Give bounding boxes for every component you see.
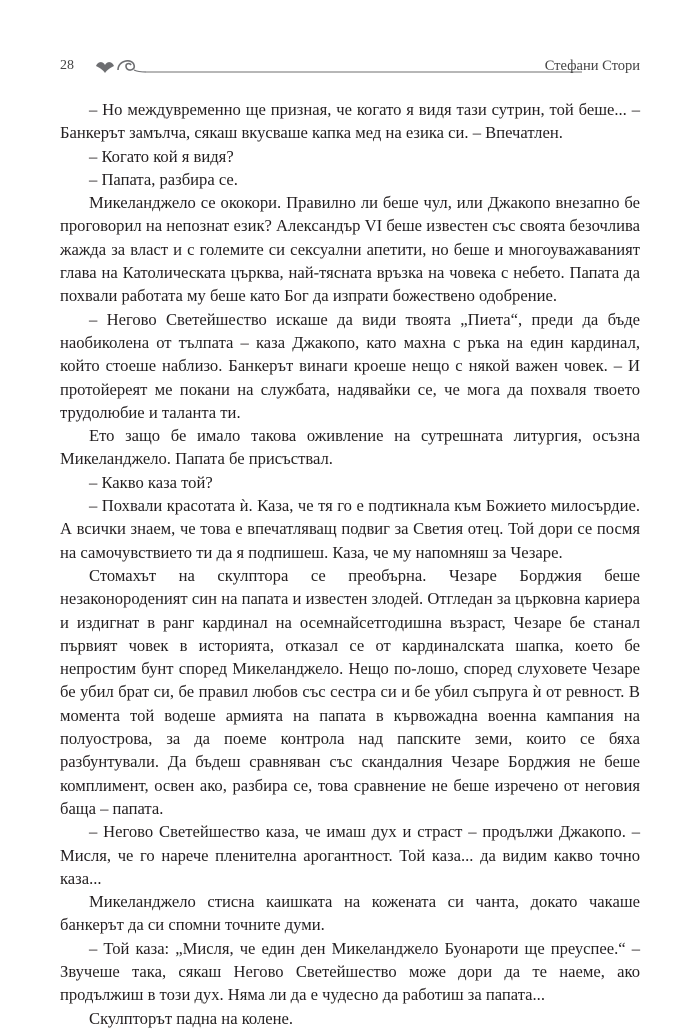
paragraph: – Папата, разбира се.	[89, 169, 238, 189]
paragraph: Ето защо бе имало такова оживление на сутрешната литургия, осъзна Микеланджело. Папата бе присъствал.	[60, 426, 640, 469]
page-number: 28	[60, 58, 74, 73]
paragraph: – Но междувременно ще призная, че когато я видя тази сутрин, той беше... – Банкерът замълча, сякаш вкусваше капка мед на езика си. – Впечатлен.	[60, 100, 640, 143]
paragraph: Скулпторът падна на колене.	[89, 1008, 294, 1028]
swirl-ornament-icon	[94, 52, 584, 78]
paragraph: Стомахът на скулптора се преобърна. Чезаре Борджия беше незаконороденият син на папата и известен злодей. Отгледан за църковна кариера и издигнат в ранг кардинал на осемнайсетгодишна възраст, Чезаре бе станал първият човек в историята, отказал се от кардиналската шапка, което бе непростим бунт според Микеланджело. Нещо по-лошо, според слуховете Чезаре бе убил брат си, бе правил любов със сестра си и бе убил съпруга ѝ от ревност. В момента той водеше армията на папата в кървожадна военна кампания на полуострова, за да поеме контрола над папските земи, които се бяха разбунтували. Да бъдеш сравняван със скандалния Чезаре Борджия не беше комплимент, освен ако, разбира се, това сравнение не беше изречено от неговия баща – папата.	[60, 565, 640, 818]
running-head-author: Стефани Стори	[544, 58, 640, 74]
paragraph: – Негово Светейшество искаше да види твоята „Пиета“, преди да бъде нaобиколена от тълпата – каза Джакопо, като махна с ръка на един кардинал, който стоеше наблизо. Банкерът винаги кроеше нещо с някой важен човек. – И протойереят ме покани на службата, надявайки се, че мога да похваля твоето трудолюбие и таланта ти.	[60, 309, 640, 422]
paragraph: – Негово Светейшество каза, че имаш дух и страст – продължи Джакопо. – Мисля, че го нарече пленителна арогантност. Той каза... да видим какво точно каза...	[60, 822, 640, 888]
paragraph: – Похвали красотата ѝ. Каза, че тя го е подтикнала към Божието милосърдие. А всички знаем, че това е впечатляващ подвиг за Светия отец. Той дори се посмя на самочувствието ти да я подпишеш. Каза, че му напомняш за Чезаре.	[60, 496, 640, 562]
paragraph: Микеланджело се ококори. Правилно ли беше чул, или Джакопо внезапно бе проговорил на непознат език? Александър VI беше известен със своята безочлива жажда за власт и с големите си сексуални апетити, но беше и многоуважаваният глава на Католическата църква, най-тясната връзка на човека с небето. Папата да похвали работата му беше като Бог да изпрати божествено одобрение.	[60, 193, 640, 306]
paragraph: – Какво каза той?	[89, 472, 213, 492]
paragraph: – Когато кой я видя?	[89, 146, 234, 166]
paragraph: – Той каза: „Мисля, че един ден Микеланджело Буонароти ще преуспее.“ – Звучеше така, сякаш Негово Светейшество може дори да те наеме, ако продължиш в този дух. Няма ли да е чудесно да работиш за папата...	[60, 938, 640, 1005]
page-header	[60, 48, 640, 78]
paragraph: Микеланджело стисна каишката на кожената си чанта, докато чакаше банкерът да си спомни точните думи.	[60, 892, 640, 935]
body-text	[60, 98, 640, 1030]
